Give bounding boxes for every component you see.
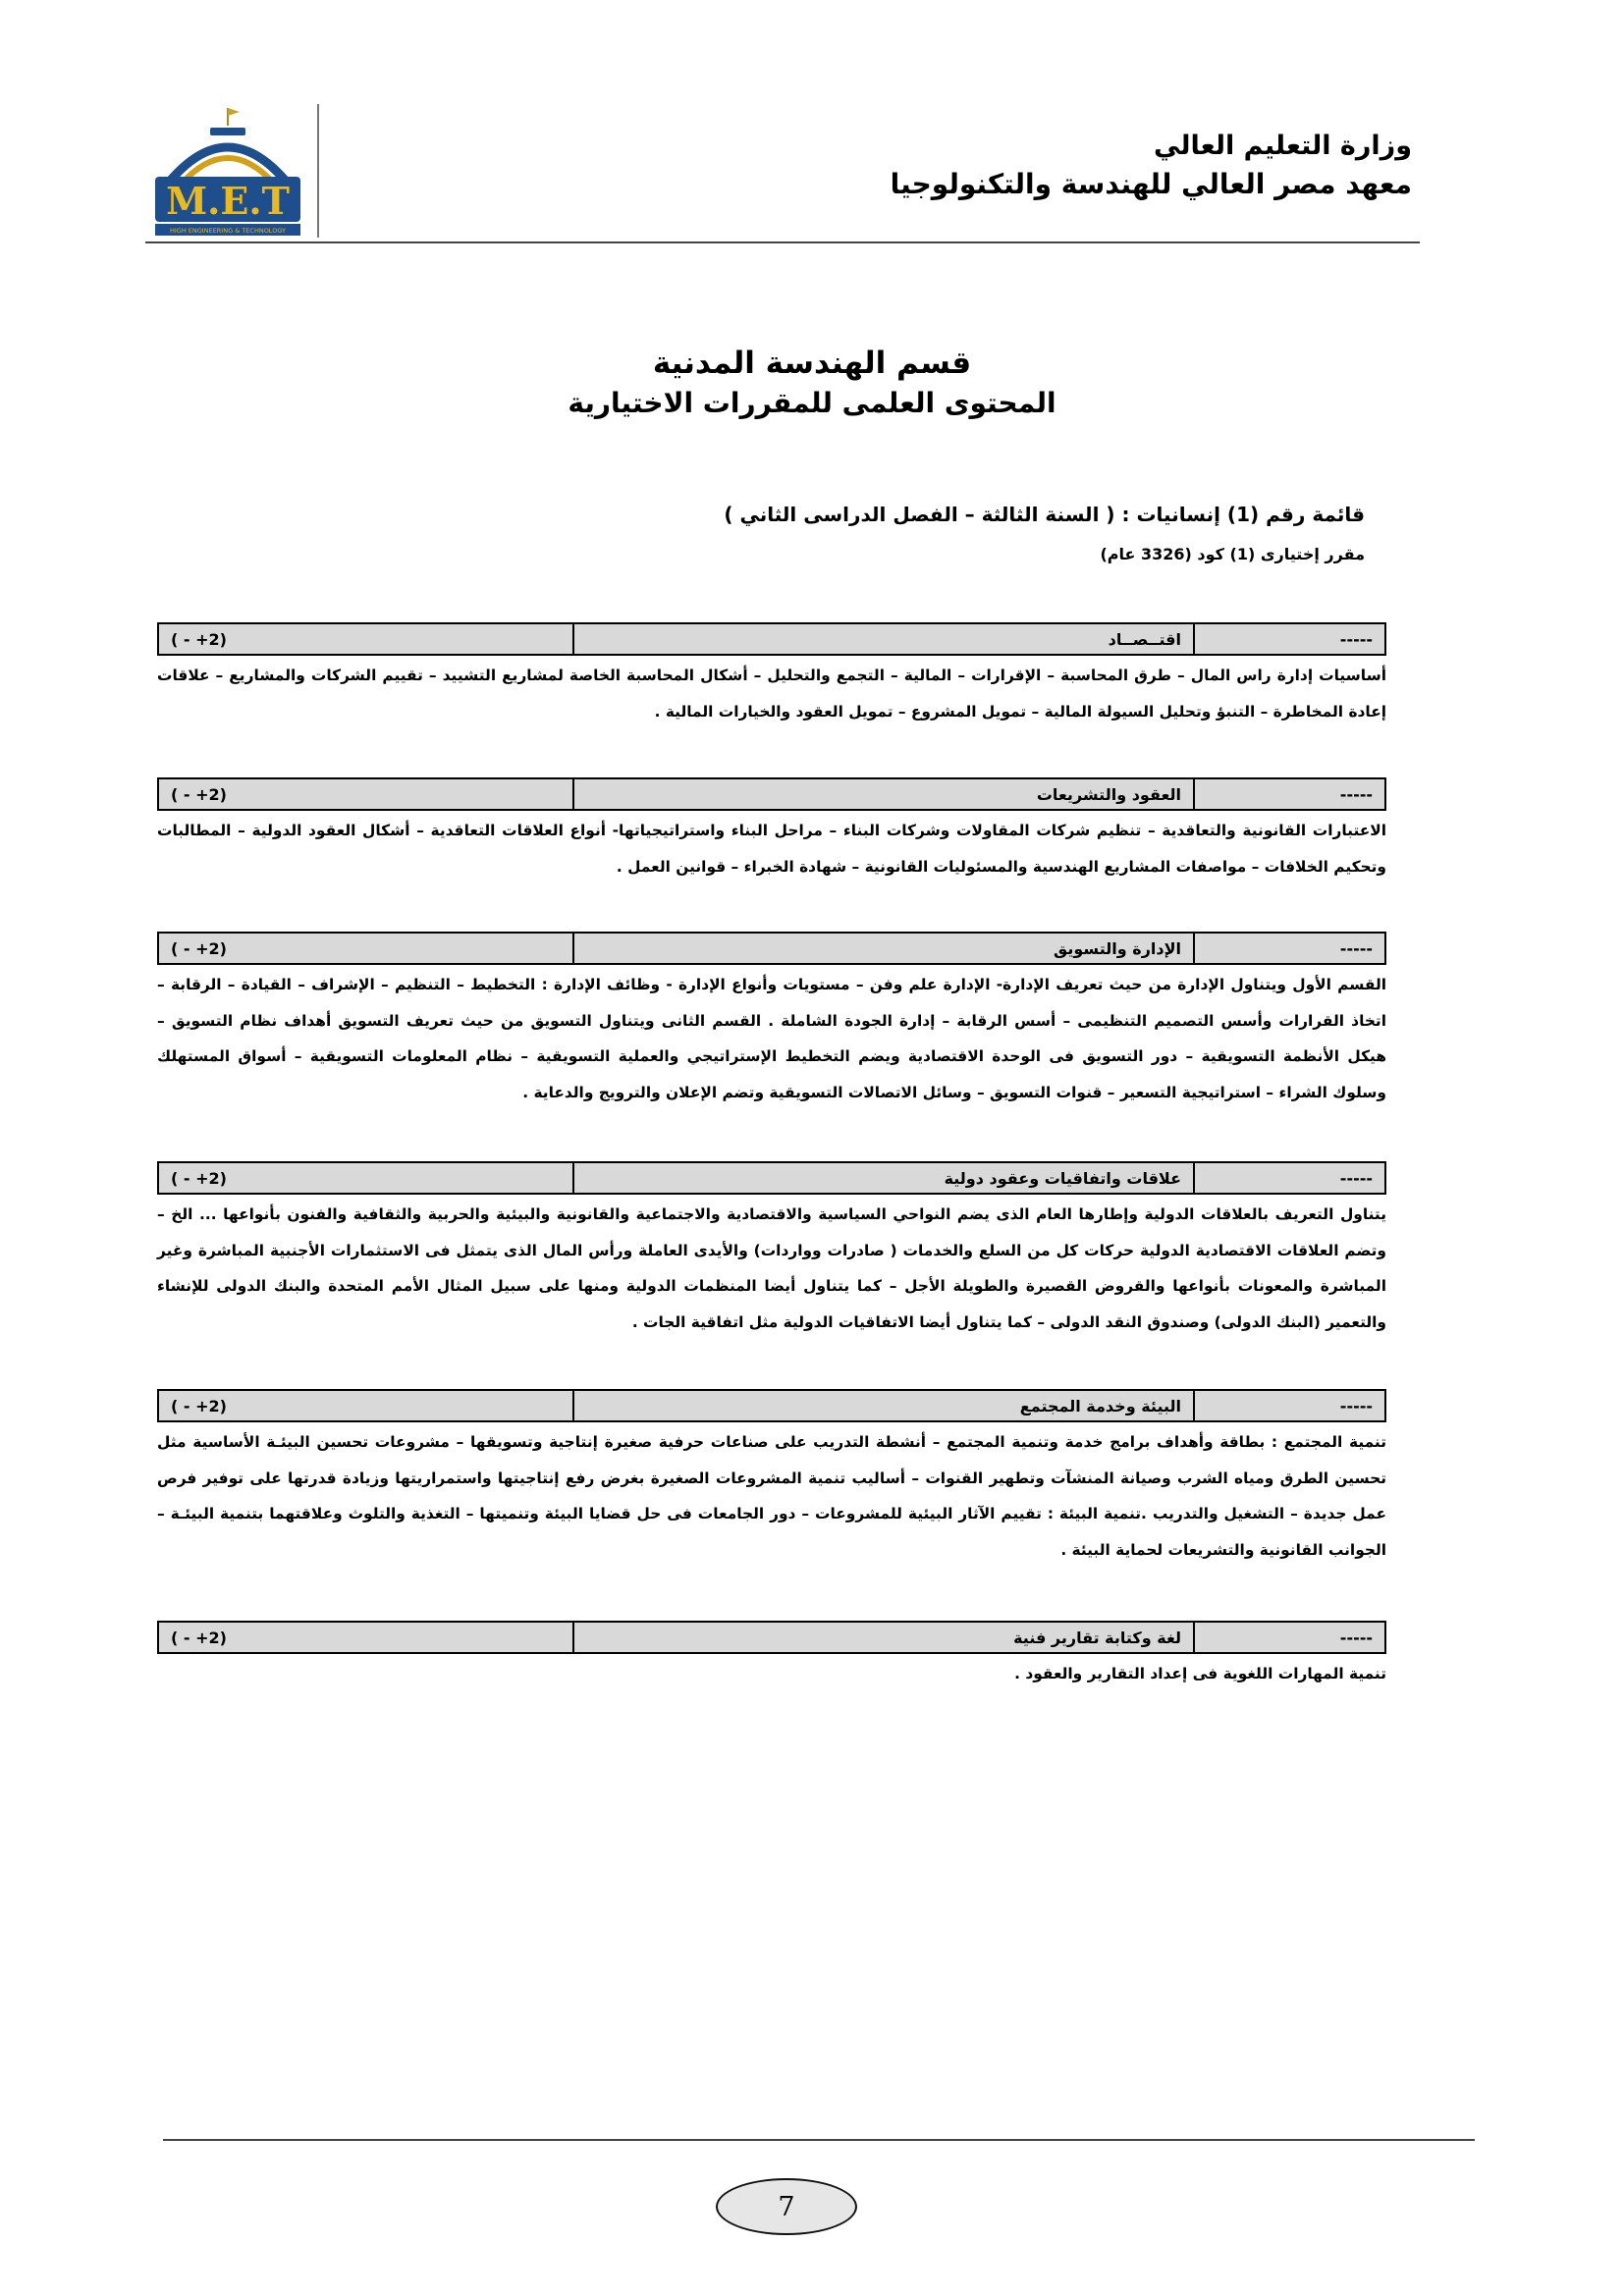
course-hours: (2+ - ) (171, 1628, 227, 1647)
course-block (157, 1161, 1386, 1340)
department-title: قسم الهندسة المدنية (652, 346, 972, 381)
course-hours: (2+ - ) (171, 784, 227, 804)
course-description: أساسيات إدارة راس المال – طرق المحاسبة – الإقرارات – المالية – التجمع والتحليل – أشكال المحاسبة الخاصة لمشاريع التشييد – تقييم الشركات والمشاريع – علاقات إعادة المخاطرة – التنبؤ وتحليل السيولة المالية – تمويل المشروع – تمويل العقود والخيارات المالية . (157, 667, 1386, 721)
course-header-row (157, 777, 1386, 811)
course-description: يتناول التعريف بالعلاقات الدولية وإطارها العام الذى يضم النواحي السياسية والاقتصادية والاجتماعية والقانونية والبيئية والحربية والثقافية والفنون بأنواعها ... الخ – وتضم العلاقات الاقتصادية الدولية حركات كل من السلع والخدمات ( صادرات وواردات) والأيدى العاملة ورأس المال الذى يتمثل فى الاستثمارات الأجنبية المباشرة وغير المباشرة والمعونات بأنواعها والقروض القصيرة والطويلة الأجل – كما يتناول أيضا المنظمات الدولية ومنها على سبيل المثال الأمم المتحدة والبنك الدولى للإنشاء والتعمير (البنك الدولى) وصندوق النقد الدولى – كما يتناول أيضا الاتفاقيات الدولية مثل اتفاقية الجات . (157, 1205, 1386, 1331)
list-title: قائمة رقم (1) إنسانيات : ( السنة الثالثة – الفصل الدراسى الثاني ) (724, 503, 1365, 526)
course-header-row (157, 1389, 1386, 1422)
course-name: الإدارة والتسويق (572, 934, 1193, 963)
met-logo (145, 98, 310, 243)
course-block (157, 1621, 1386, 1692)
course-hours: (2+ - ) (171, 938, 227, 958)
course-header-row (157, 622, 1386, 656)
department-subtitle: المحتوى العلمى للمقررات الاختيارية (568, 387, 1056, 419)
course-block (157, 932, 1386, 1110)
course-block (157, 777, 1386, 884)
course-name: العقود والتشريعات (572, 779, 1193, 809)
logo-letters: M.E.T (166, 179, 290, 223)
organization-names (891, 128, 1412, 204)
course-name: اقتــصــاد (572, 624, 1193, 654)
course-hours: (2+ - ) (171, 1396, 227, 1415)
course-block (157, 1389, 1386, 1568)
footer-rule (163, 2139, 1475, 2141)
page-number: 7 (716, 2178, 857, 2235)
course-name: البيئة وخدمة المجتمع (572, 1391, 1193, 1420)
header-divider (317, 104, 319, 238)
course-description: الاعتبارات القانونية والتعاقدية – تنظيم شركات المقاولات وشركات البناء – مراحل البناء واستراتيجياتها- أنواع العلاقات التعاقدية – أشكال العقود الدولية – المطالبات وتحكيم الخلافات – مواصفات المشاريع الهندسية والمسئوليات القانونية – شهادة الخبراء – قوانين العمل . (157, 822, 1386, 876)
course-block (157, 622, 1386, 729)
page-header (145, 98, 1420, 243)
course-code: ----- (1193, 624, 1384, 654)
course-hours: (2+ - ) (171, 629, 227, 649)
course-code: ----- (1193, 779, 1384, 809)
course-code: ----- (1193, 1163, 1384, 1193)
course-code-line: مقرر إختيارى (1) كود (3326 عام) (1100, 545, 1365, 563)
met-logo-image (145, 98, 310, 243)
ministry-name: وزارة التعليم العالي (1154, 131, 1412, 161)
institute-name: معهد مصر العالي للهندسة والتكنولوجيا (890, 168, 1412, 200)
course-header-row (157, 1161, 1386, 1195)
course-header-row (157, 1621, 1386, 1654)
course-code: ----- (1193, 1623, 1384, 1652)
course-hours: (2+ - ) (171, 1168, 227, 1188)
course-code: ----- (1193, 934, 1384, 963)
course-name: لغة وكتابة تقارير فنية (572, 1623, 1193, 1652)
course-description: تنمية المهارات اللغوية فى إعداد التقارير والعقود . (1014, 1665, 1386, 1682)
course-description: القسم الأول ويتناول الإدارة من حيث تعريف الإدارة- الإدارة علم وفن – مستويات وأنواع الإدارة - وظائف الإدارة : التخطيط – التنظيم – الإشراف – القيادة – الرقابة – اتخاذ القرارات وأسس التصميم التنظيمى – أسس الرقابة – إدارة الجودة الشاملة . القسم الثانى ويتناول التسويق من حيث تعريف التسويق أهداف نظام التسويق – هيكل الأنظمة التسويقية – دور التسويق فى الوحدة الاقتصادية ويضم التخطيط الإستراتيجي والعملية التسويقية – نظام المعلومات التسويقية – أسواق المستهلك وسلوك الشراء – استراتيجية التسعير – قنوات التسويق – وسائل الاتصالات التسويقية وتضم الإعلان والترويج والدعاية . (157, 976, 1386, 1101)
course-description: تنمية المجتمع : بطاقة وأهداف برامج خدمة وتنمية المجتمع – أنشطة التدريب على صناعات حرفية صغيرة إنتاجية وتسويقها – مشروعات تحسين البيئـة الأساسية مثل تحسين الطرق ومياه الشرب وصيانة المنشآت وتطهير القنوات – أساليب تنمية المشروعات الصغيرة بغرض رفع إنتاجيتها واستمراريتها وزيادة قدرتها على توفير فرص عمل جديدة – التشغيل والتدريب .تنمية البيئة : تقييم الآثار البيئية للمشروعات – دور الجامعات فى حل قضايا البيئة وتنميتها – التغذية والتلوث وعلاقتهما بتنمية البيئـة – الجوانب القانونية والتشريعات لحماية البيئة . (157, 1433, 1386, 1559)
course-header-row (157, 932, 1386, 965)
department-heading (0, 342, 1624, 422)
header-rule (145, 241, 1420, 243)
course-name: علاقات واتفاقيات وعقود دولية (572, 1163, 1193, 1193)
course-code: ----- (1193, 1391, 1384, 1420)
logo-tagline: HIGH ENGINEERING & TECHNOLOGY (170, 227, 286, 235)
